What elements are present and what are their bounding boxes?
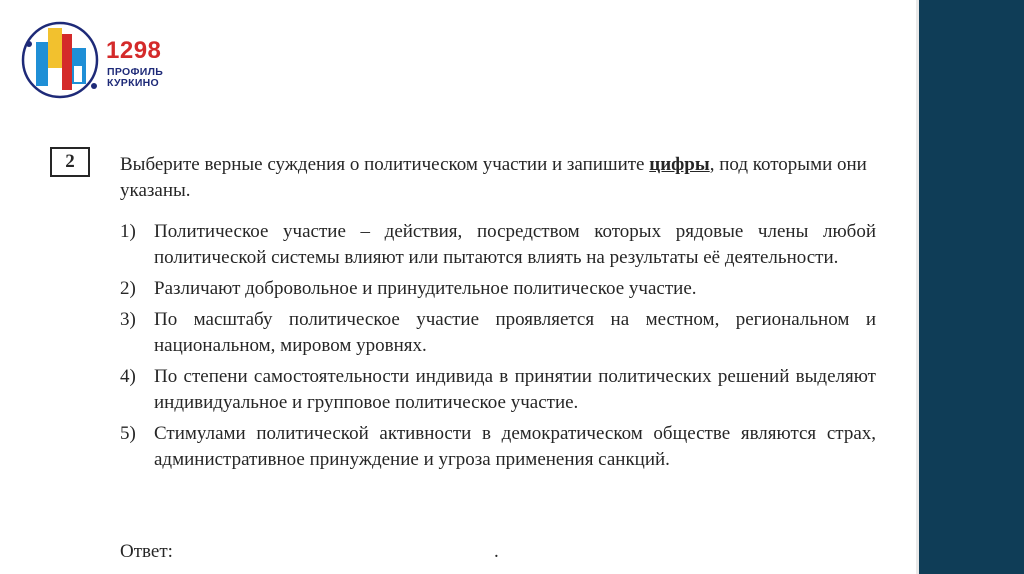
item-number: 4) [120,366,136,387]
list-item [120,219,876,271]
list-item [120,276,876,302]
item-number: 2) [120,278,136,299]
question-text-start: Выберите верные суждения о политическом участии и запишите [120,154,650,175]
item-number: 1) [120,221,136,242]
list-item [120,364,876,416]
question-text [120,152,880,204]
logo-text-line-2: КУРКИНО [107,77,160,89]
answer-label: Ответ: [120,541,173,562]
item-text: Стимулами политической активности в демократическом обществе являются страх, административное принуждение и угроза применения санкций. [154,423,876,470]
statement-list [120,219,876,478]
task-number: 2 [50,147,90,177]
question-text-end: , под которыми они указаны. [120,154,867,201]
logo-text-line-1: ПРОФИЛЬ [107,66,164,78]
list-item [120,307,876,359]
item-text: Различают добровольное и принудительное политическое участие. [154,278,697,299]
item-text: По степени самостоятельности индивида в принятии политических решений выделяют индивидуальное и групповое политическое участие. [154,366,876,413]
school-logo [14,14,184,109]
item-text: Политическое участие – действия, посредством которых рядовые члены любой политической системы влияют или пытаются влиять на результаты её деятельности. [154,221,876,268]
list-item [120,421,876,473]
item-number: 3) [120,309,136,330]
item-text: По масштабу политическое участие проявляется на местном, региональном и национальном, мировом уровнях. [154,309,876,356]
side-band [919,0,1024,574]
answer-end-mark: . [494,541,499,562]
logo-emblem-icon [14,14,106,106]
item-number: 5) [120,423,136,444]
question-emphasis: цифры [649,154,710,175]
logo-number: 1298 [106,37,162,64]
